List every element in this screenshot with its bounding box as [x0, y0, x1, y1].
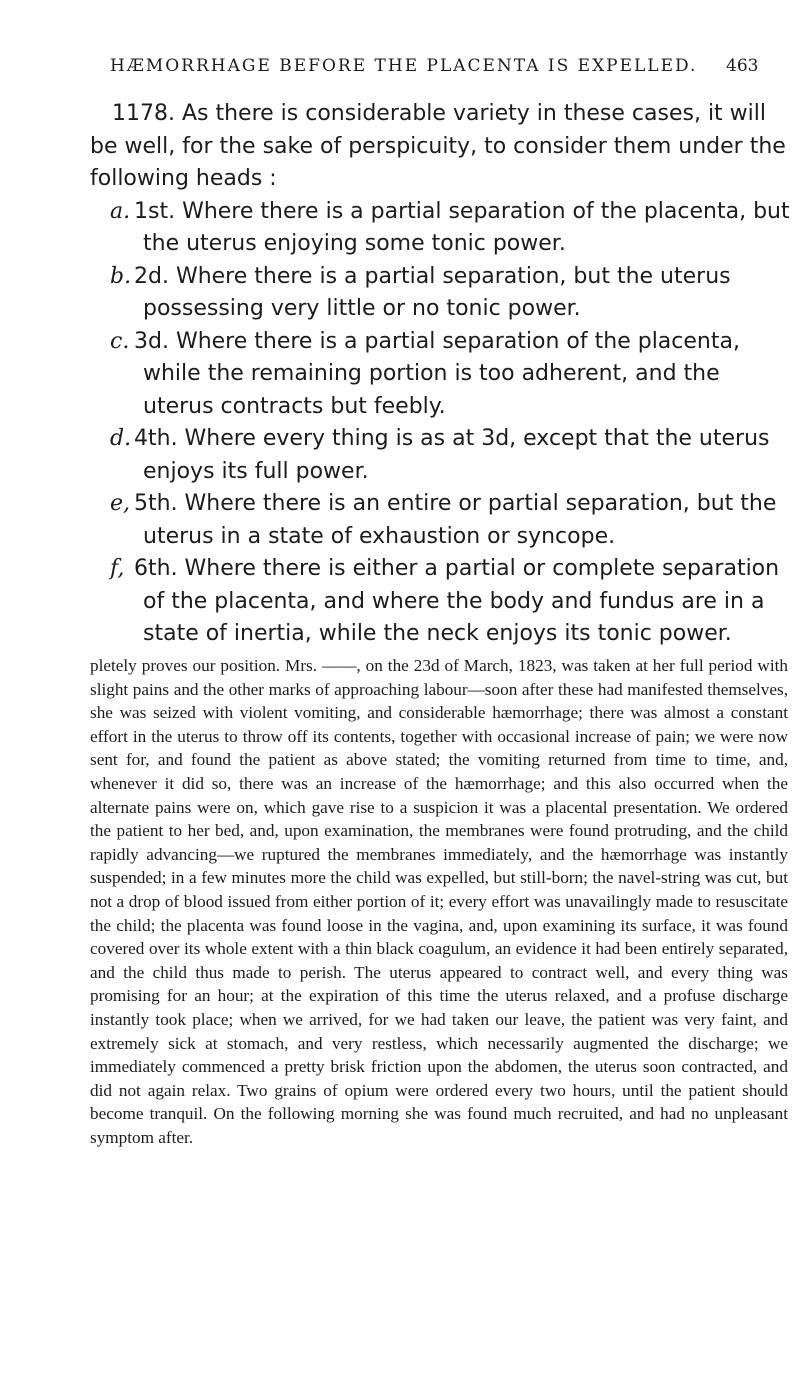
head-text: 4th. Where every thing is as at 3d, except that the uterus enjoys its full power. — [134, 426, 770, 484]
head-letter: a. — [110, 198, 131, 224]
head-text: 1st. Where there is a partial separation of the placenta, but the uterus enjoying some tonic power. — [134, 198, 790, 256]
case-report-paragraph: pletely proves our position. Mrs. ——, on the 23d of March, 1823, was taken at her full period with slight pains and the other marks of approaching labour—soon after these had manifested themselves, she was seized with violent vomiting, and considerable hæmorrhage; there was almost a constant effort in the uterus to throw off its contents, together with occasional increase of pain; we were now sent for, and found the patient as above stated; the vomiting returned from time to time, and, whenever it did so, there was an increase of the hæmorrhage; and this also occurred when the alternate pains were on, which gave rise to a suspicion it was a placental presentation. We ordered the patient to her bed, and, upon examination, the membranes were found protruding, and the child rapidly advancing—we ruptured the membranes immediately, and the hæmorrhage was instantly suspended; in a few minutes more the child was expelled, but still-born; the navel-string was cut, but not a drop of blood issued from either portion of it; every effort was unavailingly made to resuscitate the child; the placenta was found loose in the vagina, and, upon examining its surface, it was found covered over its whole extent with a thin black coagulum, an evidence it had been entirely separated, and the child thus made to perish. The uterus appeared to contract well, and every thing was promising for an hour; at the expiration of this time the uterus relaxed, and a profuse discharge instantly took place; when we arrived, for we had taken our leave, the patient was very faint, and extremely sick at stomach, and very restless, which necessarily augmented the discharge; we immediately commenced a pretty brisk friction upon the abdomen, the uterus soon contracted, and did not again relax. Two grains of opium were ordered every two hours, until the patient should become tranquil. On the following morning she was found much recruited, and had no unpleasant symptom after. — [90, 656, 788, 1147]
head-letter: d. — [110, 426, 132, 451]
head-letter: c. — [110, 328, 130, 354]
intro-paragraph: 1178. As there is considerable variety in these cases, it will be well, for the sake of perspicuity, to consider them under the following heads : — [90, 101, 786, 191]
head-item — [90, 196, 790, 261]
head-item — [90, 553, 790, 651]
head-letter: e, — [110, 491, 131, 516]
head-item — [90, 261, 790, 326]
head-item — [90, 423, 790, 488]
head-text: 2d. Where there is a partial separation, but the uterus possessing very little or no tonic power. — [134, 263, 731, 321]
head-letter: f, — [110, 556, 125, 581]
section-1178 — [90, 98, 790, 651]
head-item — [90, 326, 790, 424]
head-letter: b. — [110, 263, 132, 289]
head-text: 3d. Where there is a partial separation of the placenta, while the remaining portion is too adherent, and the uterus contracts but feebly. — [134, 328, 740, 419]
page-number: 463 — [726, 56, 759, 76]
head-text: 6th. Where there is either a partial or complete separation of the placenta, and where the body and fundus are in a state of inertia, while the neck enjoys its tonic power. — [134, 556, 780, 646]
head-item — [90, 488, 790, 553]
head-text: 5th. Where there is an entire or partial separation, but the uterus in a state of exhaustion or syncope. — [134, 491, 777, 549]
running-head-title: HÆMORRHAGE BEFORE THE PLACENTA IS EXPELLED. — [110, 56, 698, 76]
